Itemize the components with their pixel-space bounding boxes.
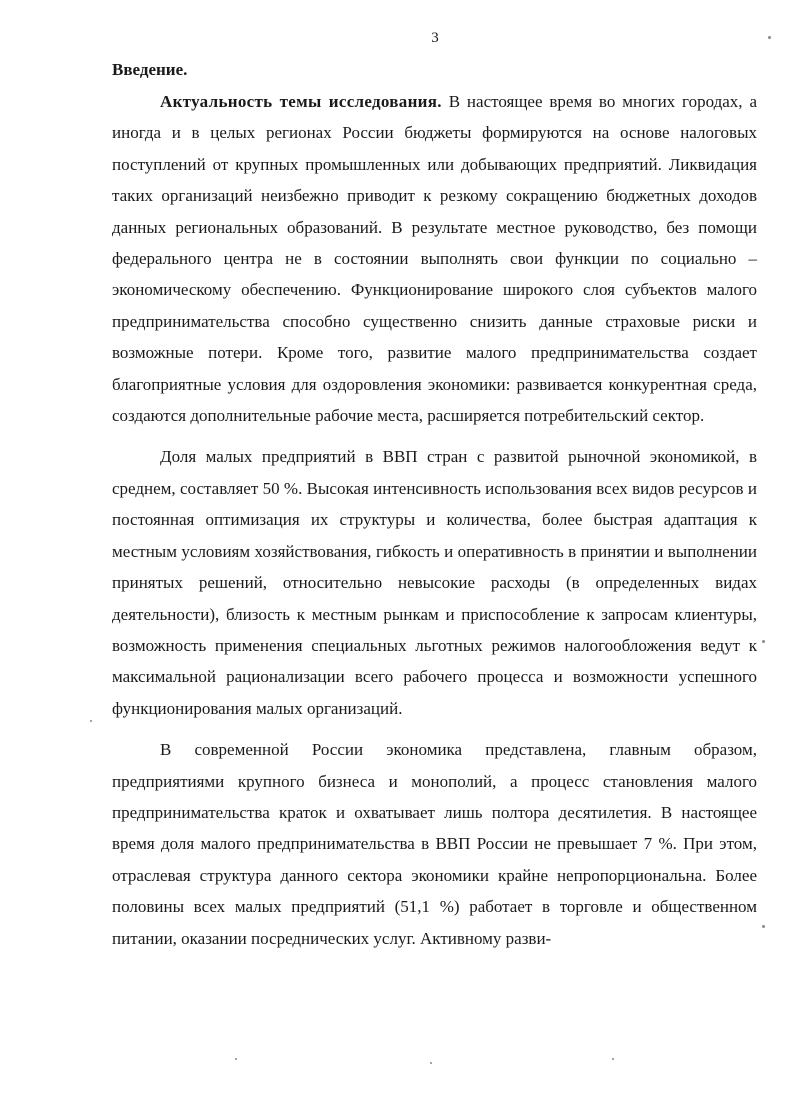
body-text [112,86,757,964]
scan-speck [430,1062,432,1064]
paragraph-text: В настоящее время во многих городах, а иногда и в целых регионах России бюджеты формируются на основе налоговых поступлений от крупных промышленных или добывающих предприятий. Ликвидация таких организаций неизбежно приводит к резкому сокращению бюджетных доходов данных региональных образований. В результате местное руководство, без помощи федерального центра не в состоянии выполнять свои функции по социально – экономическому обеспечению. Функционирование широкого слоя субъектов малого предпринимательства способно существенно снизить данные страховые риски и возможные потери. Кроме того, развитие малого предпринимательства создает благоприятные условия для оздоровления экономики: развивается конкурентная среда, создаются дополнительные рабочие места, расширяется потребительский сектор. [112,92,757,426]
scan-speck [762,640,765,643]
paragraph-small-business-share [112,441,757,724]
scan-speck [612,1058,614,1060]
paragraph-text: Доля малых предприятий в ВВП стран с развитой рыночной экономикой, в среднем, составляет 50 %. Высокая интенсивность использования всех видов ресурсов и постоянная оптимизация их структуры и количества, более быстрая адаптация к местным условиям хозяйствования, гибкость и оперативность в принятии и выполнении принятых решений, относительно невысокие расходы (в определенных видах деятельности), близость к местным рынкам и приспособление к запросам клиентуры, возможность применения специальных льготных режимов налогообложения ведут к максимальной рационализации всего рабочего процесса и возможности успешного функционирования малых организаций. [112,447,757,718]
scan-speck [768,36,771,39]
paragraph-relevance [112,86,757,431]
page-number: 3 [431,30,439,46]
paragraph-text: В современной России экономика представлена, главным образом, предприятиями крупного бизнеса и монополий, а процесс становления малого предпринимательства краток и охватывает лишь полтора десятилетия. В настоящее время доля малого предпринимательства в ВВП России не превышает 7 %. При этом, отраслевая структура данного сектора экономики крайне непропорциональна. Более половины всех малых предприятий (51,1 %) работает в торговле и общественном питании, оказании посреднических услуг. Активному разви- [112,740,757,948]
section-heading: Введение. [112,60,188,79]
scan-speck [90,720,92,722]
scan-speck [235,1058,237,1060]
paragraph-russia-economy [112,734,757,954]
scan-speck [762,925,765,928]
paragraph-lead: Актуальность темы исследования. [160,92,442,111]
